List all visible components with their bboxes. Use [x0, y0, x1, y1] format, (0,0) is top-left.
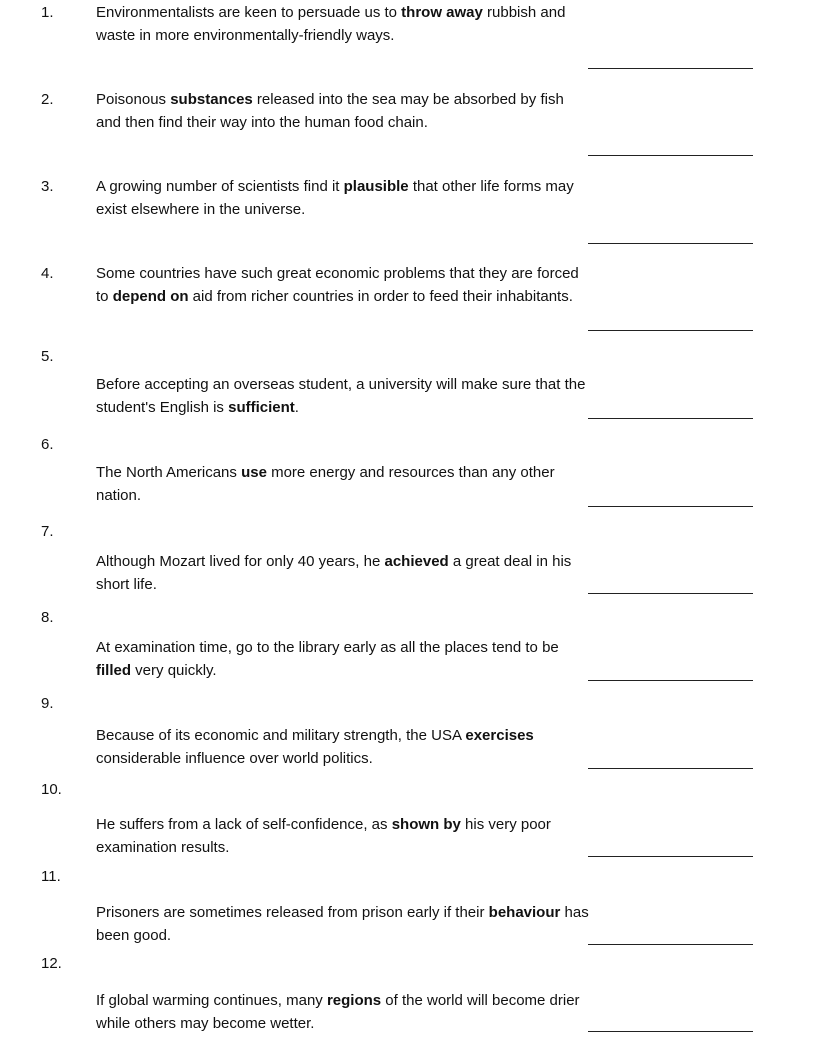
- item-sentence: Although Mozart lived for only 40 years, he achieved a great deal in his short life.: [96, 553, 572, 593]
- item-sentence: The North Americans use more energy and resources than any other nation.: [96, 464, 555, 504]
- item-number: 2.: [41, 91, 54, 108]
- answer-blank-line[interactable]: [588, 506, 753, 507]
- target-word: exercises: [465, 727, 534, 744]
- answer-blank-line[interactable]: [588, 418, 753, 419]
- item-sentence: He suffers from a lack of self-confidence, as shown by his very poor examination results.: [96, 816, 551, 856]
- answer-blank-line[interactable]: [588, 944, 753, 945]
- item-number: 1.: [41, 4, 54, 21]
- item-number: 11.: [41, 868, 61, 885]
- answer-blank-line[interactable]: [588, 856, 753, 857]
- answer-blank-line[interactable]: [588, 155, 753, 156]
- target-word: achieved: [384, 553, 449, 570]
- target-word: use: [241, 464, 267, 481]
- item-sentence: Prisoners are sometimes released from prison early if their behaviour has been good.: [96, 904, 589, 944]
- answer-blank-line[interactable]: [588, 593, 753, 594]
- item-number: 10.: [41, 781, 62, 798]
- item-number: 6.: [41, 436, 54, 453]
- answer-blank-line[interactable]: [588, 68, 753, 69]
- target-word: throw away: [401, 4, 483, 21]
- target-word: filled: [96, 661, 132, 679]
- item-sentence: Because of its economic and military strength, the USA exercises considerable influence over world politics.: [96, 727, 534, 767]
- item-number: 3.: [41, 178, 54, 195]
- answer-blank-line[interactable]: [588, 243, 753, 244]
- answer-blank-line[interactable]: [588, 330, 753, 331]
- item-sentence: If global warming continues, many regions of the world will become drier while others may become wetter.: [96, 992, 580, 1032]
- target-word: substances: [170, 91, 253, 108]
- target-word: sufficient: [228, 398, 295, 416]
- item-number: 4.: [41, 265, 54, 282]
- item-sentence: At examination time, go to the library early as all the places tend to be filled very quickly.: [96, 639, 559, 679]
- answer-blank-line[interactable]: [588, 768, 753, 769]
- target-word: regions: [326, 992, 382, 1009]
- target-word: behaviour: [488, 904, 561, 921]
- item-number: 5.: [41, 348, 54, 365]
- item-number: 9.: [41, 695, 54, 712]
- target-word: plausible: [343, 178, 409, 195]
- answer-blank-line[interactable]: [588, 1031, 753, 1032]
- target-word: shown by: [391, 816, 461, 833]
- item-sentence: Some countries have such great economic problems that they are forced to depend on aid from richer countries in order to feed their inhabitants.: [96, 265, 579, 305]
- item-number: 8.: [41, 609, 54, 626]
- item-number: 12.: [41, 955, 62, 972]
- item-sentence: Poisonous substances released into the sea may be absorbed by fish and then find their way into the human food chain.: [96, 91, 564, 131]
- item-sentence: A growing number of scientists find it plausible that other life forms may exist elsewhere in the universe.: [96, 178, 574, 218]
- item-number: 7.: [41, 523, 54, 540]
- item-sentence: Before accepting an overseas student, a university will make sure that the student's English is sufficient.: [96, 376, 586, 416]
- item-sentence: Environmentalists are keen to persuade us to throw away rubbish and waste in more environmentally-friendly ways.: [96, 4, 566, 44]
- target-word: depend on: [112, 287, 189, 305]
- answer-blank-line[interactable]: [588, 680, 753, 681]
